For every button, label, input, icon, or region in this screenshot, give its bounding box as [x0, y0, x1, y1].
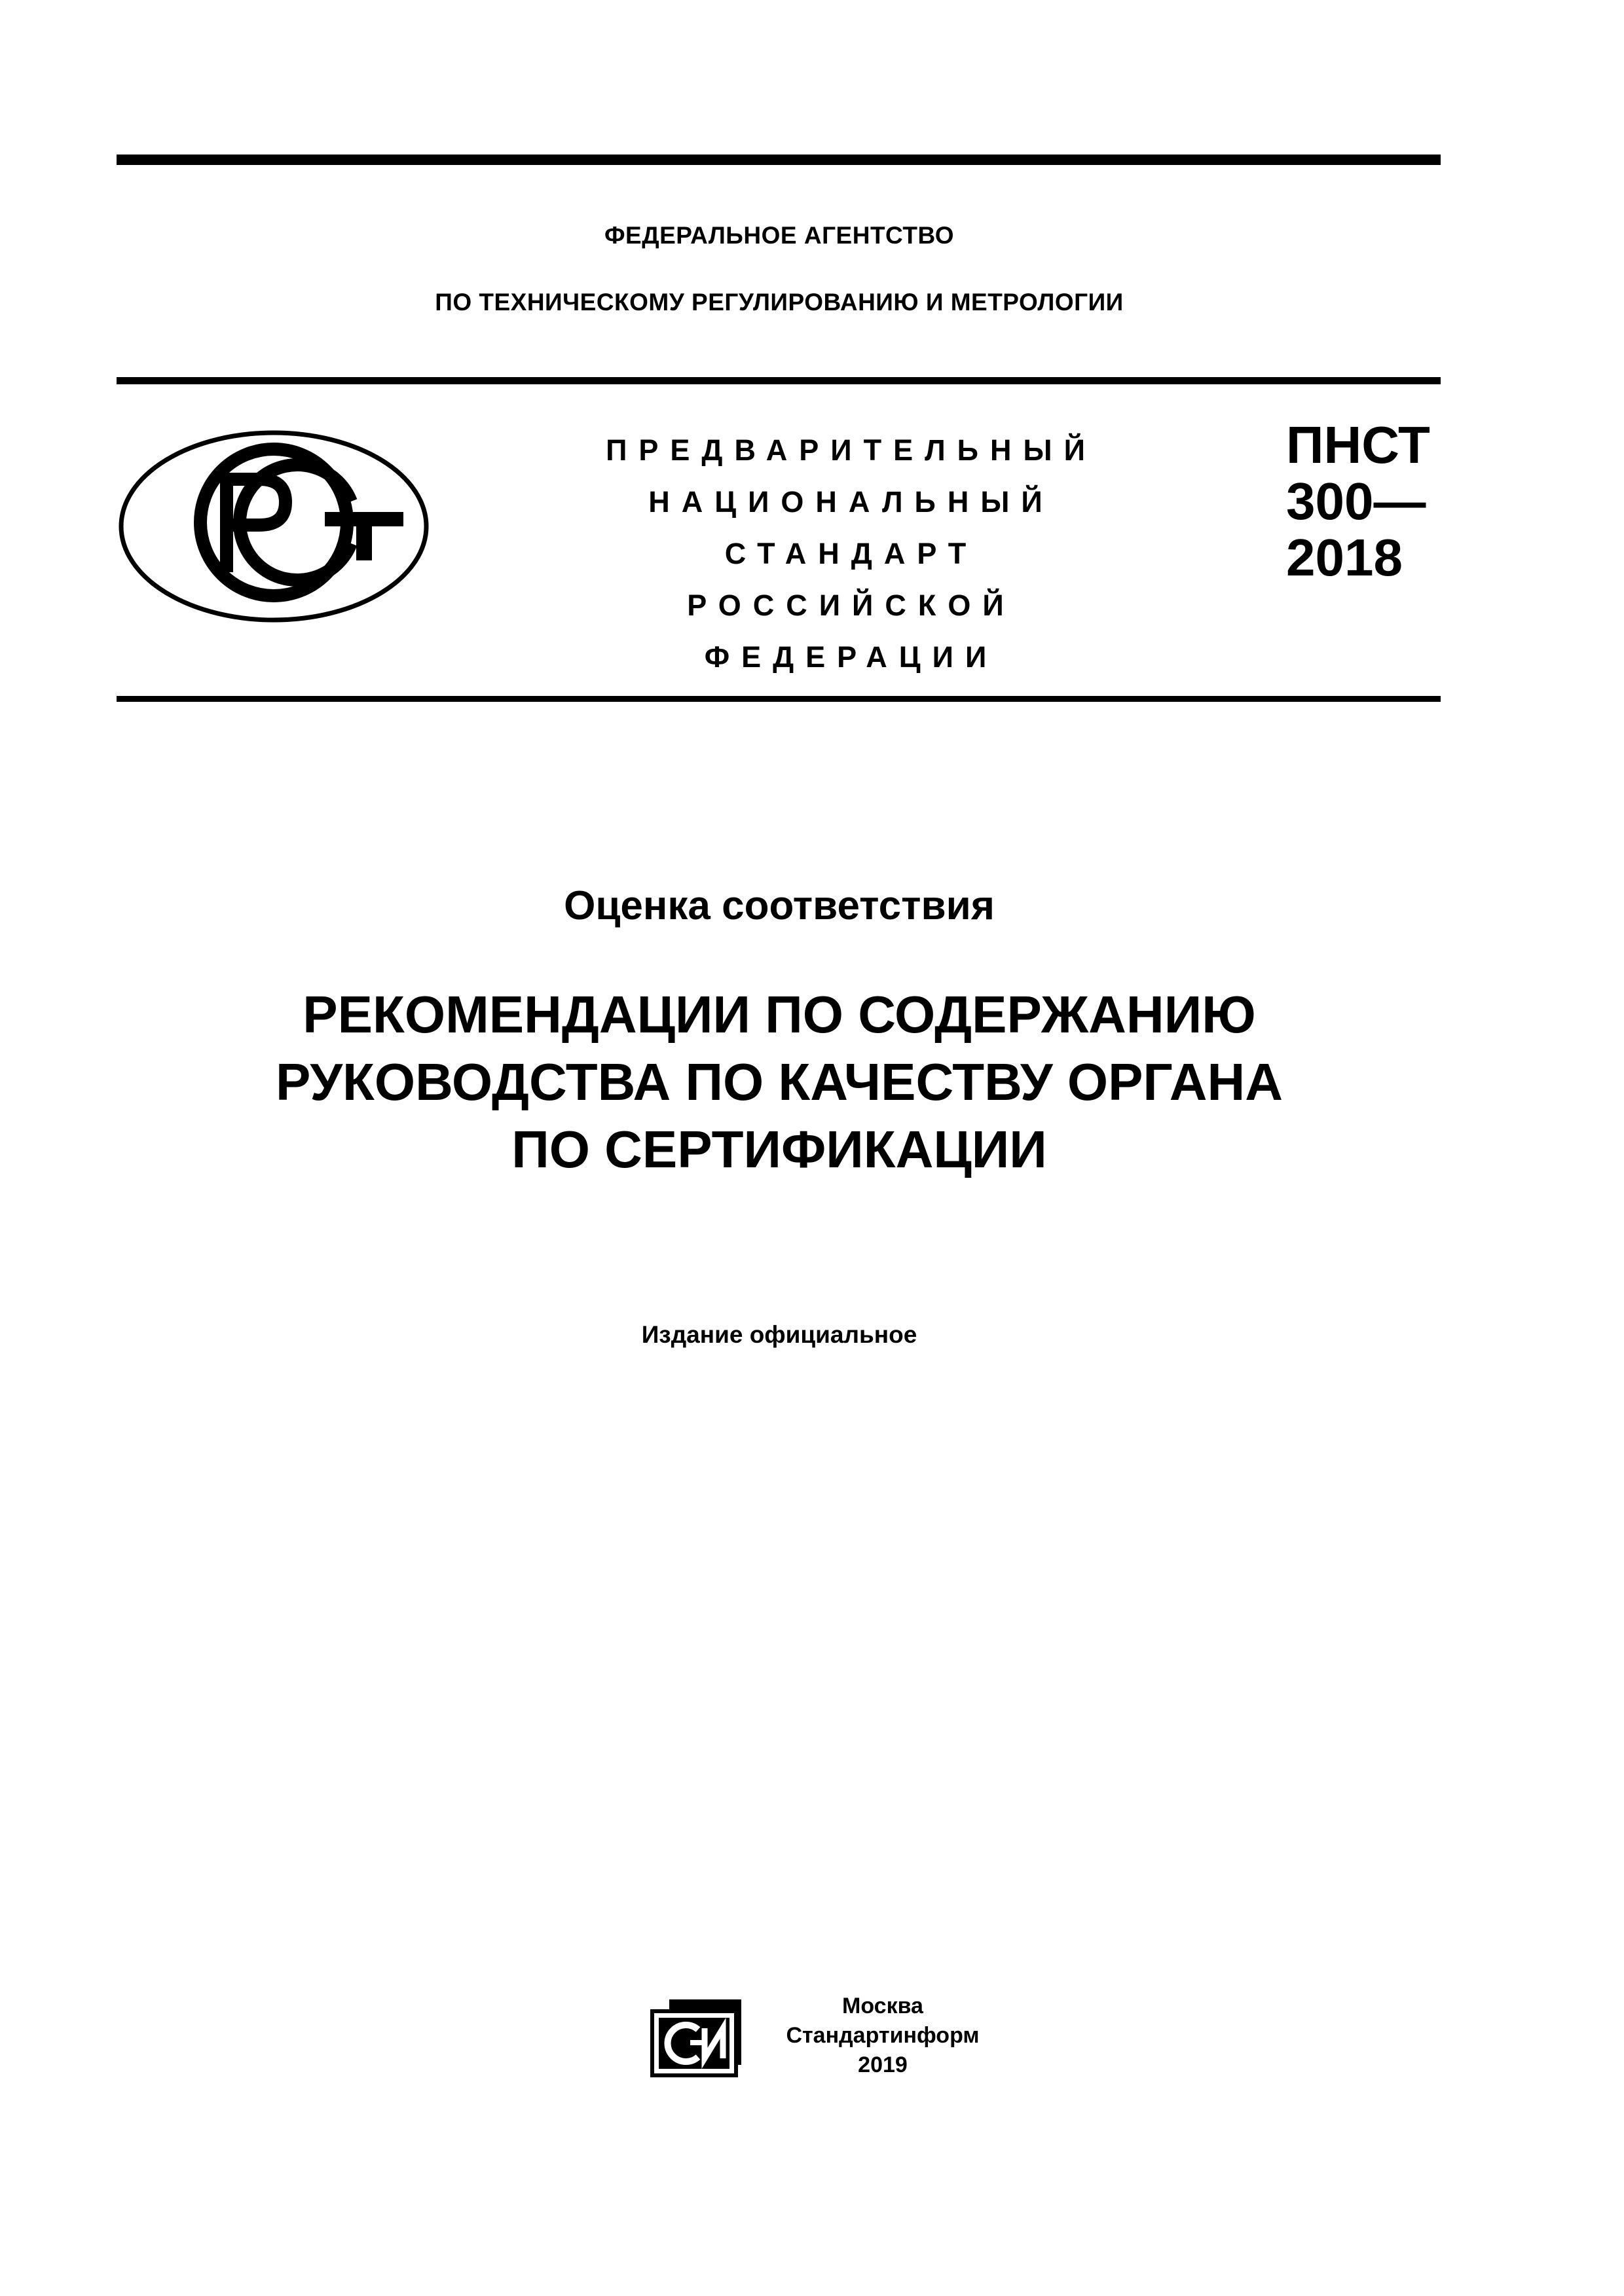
- document-title-line-2: РУКОВОДСТВА ПО КАЧЕСТВУ ОРГАНА: [275, 1053, 1283, 1111]
- standard-type-line-5: ФЕДЕРАЦИИ: [704, 640, 999, 674]
- standard-type: [557, 424, 1146, 683]
- standard-year: 2018: [1286, 528, 1403, 587]
- agency-line-1: ФЕДЕРАЛЬНОЕ АГЕНТСТВО: [604, 222, 955, 249]
- document-title-line-3: ПО СЕРТИФИКАЦИИ: [511, 1120, 1047, 1178]
- bottom-rule: [117, 696, 1441, 702]
- publisher-city: Москва: [842, 1994, 923, 2018]
- document-title: [0, 981, 1559, 1183]
- gost-r-mark-icon: [117, 428, 431, 625]
- standard-number: 300—: [1286, 472, 1426, 530]
- agency-line-2: ПО ТЕХНИЧЕСКОМУ РЕГУЛИРОВАНИЮ И МЕТРОЛОГИИ: [435, 289, 1124, 316]
- standard-type-line-4: РОССИЙСКОЙ: [687, 589, 1016, 622]
- top-rule: [117, 155, 1441, 165]
- middle-rule: [117, 377, 1441, 384]
- edition-note: Издание официальное: [641, 1321, 917, 1348]
- standard-designation: [1286, 417, 1430, 586]
- publisher-block: [752, 1992, 1014, 2080]
- standard-type-line-3: СТАНДАРТ: [724, 537, 978, 570]
- publisher-name: Стандартинформ: [786, 2023, 980, 2048]
- standard-type-line-2: НАЦИОНАЛЬНЫЙ: [648, 485, 1054, 519]
- document-title-line-1: РЕКОМЕНДАЦИИ ПО СОДЕРЖАНИЮ: [303, 985, 1256, 1044]
- standard-type-line-1: ПРЕДВАРИТЕЛЬНЫЙ: [606, 433, 1097, 467]
- document-subject: Оценка соответствия: [564, 883, 995, 928]
- standard-designation-prefix: ПНСТ: [1286, 416, 1430, 474]
- publisher-year: 2019: [858, 2052, 908, 2077]
- standartinform-logo-icon: [650, 1997, 747, 2078]
